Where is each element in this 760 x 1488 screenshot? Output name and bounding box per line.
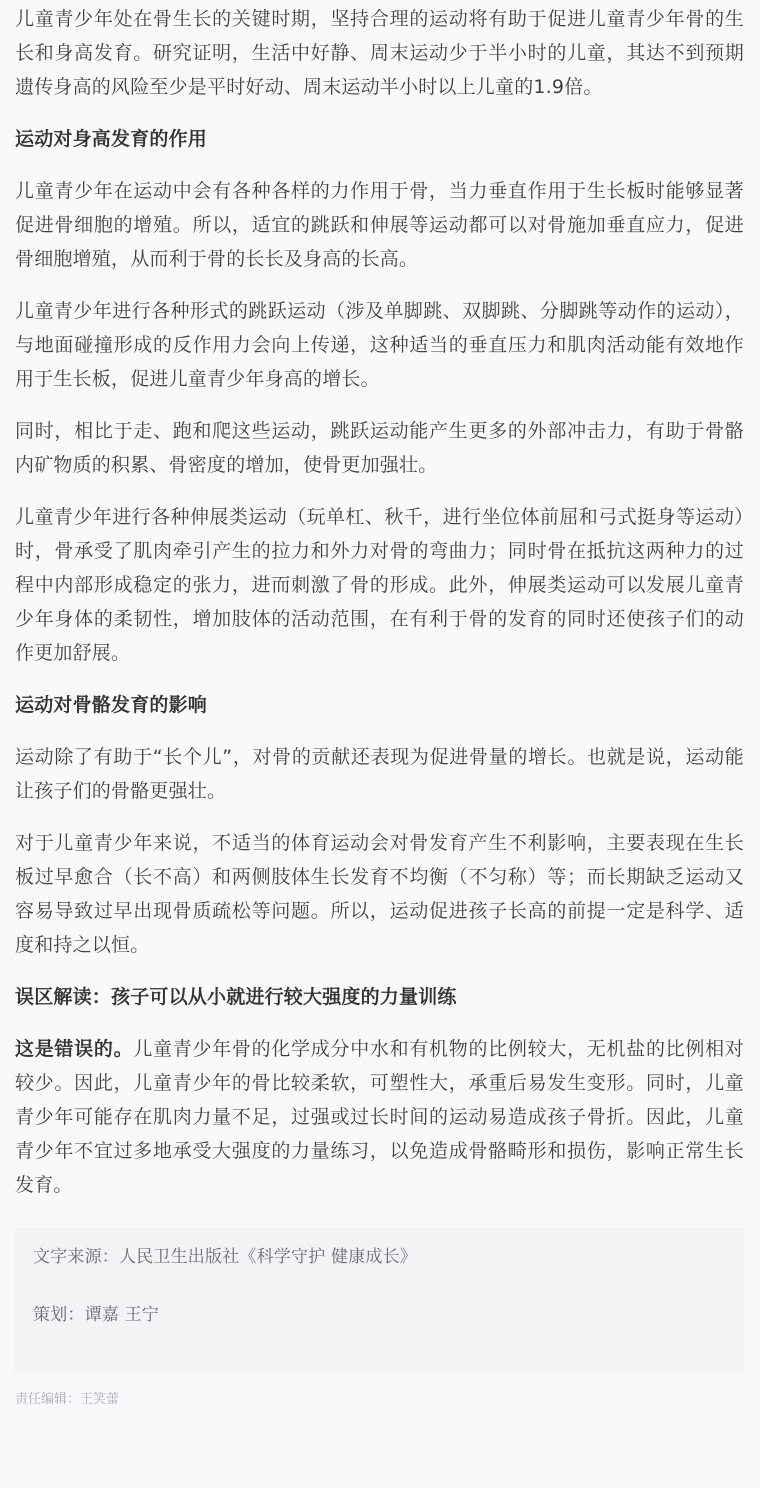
paragraph: 运动除了有助于“长个儿”，对骨的贡献还表现为促进骨量的增长。也就是说，运动能让孩子们的骨骼更强壮。	[15, 746, 744, 802]
paragraph: 同时，相比于走、跑和爬这些运动，跳跃运动能产生更多的外部冲击力，有助于骨骼内矿物质的积累、骨密度的增加，使骨更加强壮。	[15, 420, 744, 476]
source-box	[15, 1228, 744, 1374]
myth-paragraph	[15, 1032, 744, 1202]
section-heading-height: 运动对身高发育的作用	[15, 128, 208, 150]
paragraph: 儿童青少年进行各种形式的跳跃运动（涉及单脚跳、双脚跳、分脚跳等动作的运动），与地面碰撞形成的反作用力会向上传递，这种适当的垂直压力和肌肉活动能有效地作用于生长板，促进儿童青少年身高的增长。	[15, 300, 744, 390]
planner-credit: 策划：谭嘉 王宁	[33, 1305, 160, 1325]
paragraph: 儿童青少年在运动中会有各种各样的力作用于骨，当力垂直作用于生长板时能够显著促进骨细胞的增殖。所以，适宜的跳跃和伸展等运动都可以对骨施加垂直应力，促进骨细胞增殖，从而利于骨的长长及身高的长高。	[15, 180, 744, 270]
section-heading-myth: 误区解读：孩子可以从小就进行较大强度的力量训练	[15, 986, 457, 1008]
section-heading-bone: 运动对骨骼发育的影响	[15, 694, 208, 716]
intro-paragraph: 儿童青少年处在骨生长的关键时期，坚持合理的运动将有助于促进儿童青少年骨的生长和身高发育。研究证明，生活中好静、周末运动少于半小时的儿童，其达不到预期遗传身高的风险至少是平时好动、周末运动半小时以上儿童的1.9倍。	[15, 8, 744, 98]
myth-explanation: 儿童青少年骨的化学成分中水和有机物的比例较大，无机盐的比例相对较少。因此，儿童青少年的骨比较柔软，可塑性大，承重后易发生变形。同时，儿童青少年可能存在肌肉力量不足，过强或过长时间的运动易造成孩子骨折。因此，儿童青少年不宜过多地承受大强度的力量练习，以免造成骨骼畸形和损伤，影响正常生长发育。	[15, 1038, 745, 1196]
myth-verdict: 这是错误的。	[15, 1038, 134, 1060]
source-credit: 文字来源：人民卫生出版社《科学守护 健康成长》	[33, 1247, 418, 1267]
paragraph: 儿童青少年进行各种伸展类运动（玩单杠、秋千，进行坐位体前屈和弓式挺身等运动）时，骨承受了肌肉牵引产生的拉力和外力对骨的弯曲力；同时骨在抵抗这两种力的过程中内部形成稳定的张力，进而刺激了骨的形成。此外，伸展类运动可以发展儿童青少年身体的柔韧性，增加肢体的活动范围，在有利于骨的发育的同时还使孩子们的动作更加舒展。	[15, 506, 744, 664]
article-body	[0, 2, 760, 1410]
responsible-editor: 责任编辑：王笑蕾	[15, 1392, 120, 1407]
paragraph: 对于儿童青少年来说，不适当的体育运动会对骨发育产生不利影响，主要表现在生长板过早愈合（长不高）和两侧肢体生长发育不均衡（不匀称）等；而长期缺乏运动又容易导致过早出现骨质疏松等问题。所以，运动促进孩子长高的前提一定是科学、适度和持之以恒。	[15, 832, 744, 956]
